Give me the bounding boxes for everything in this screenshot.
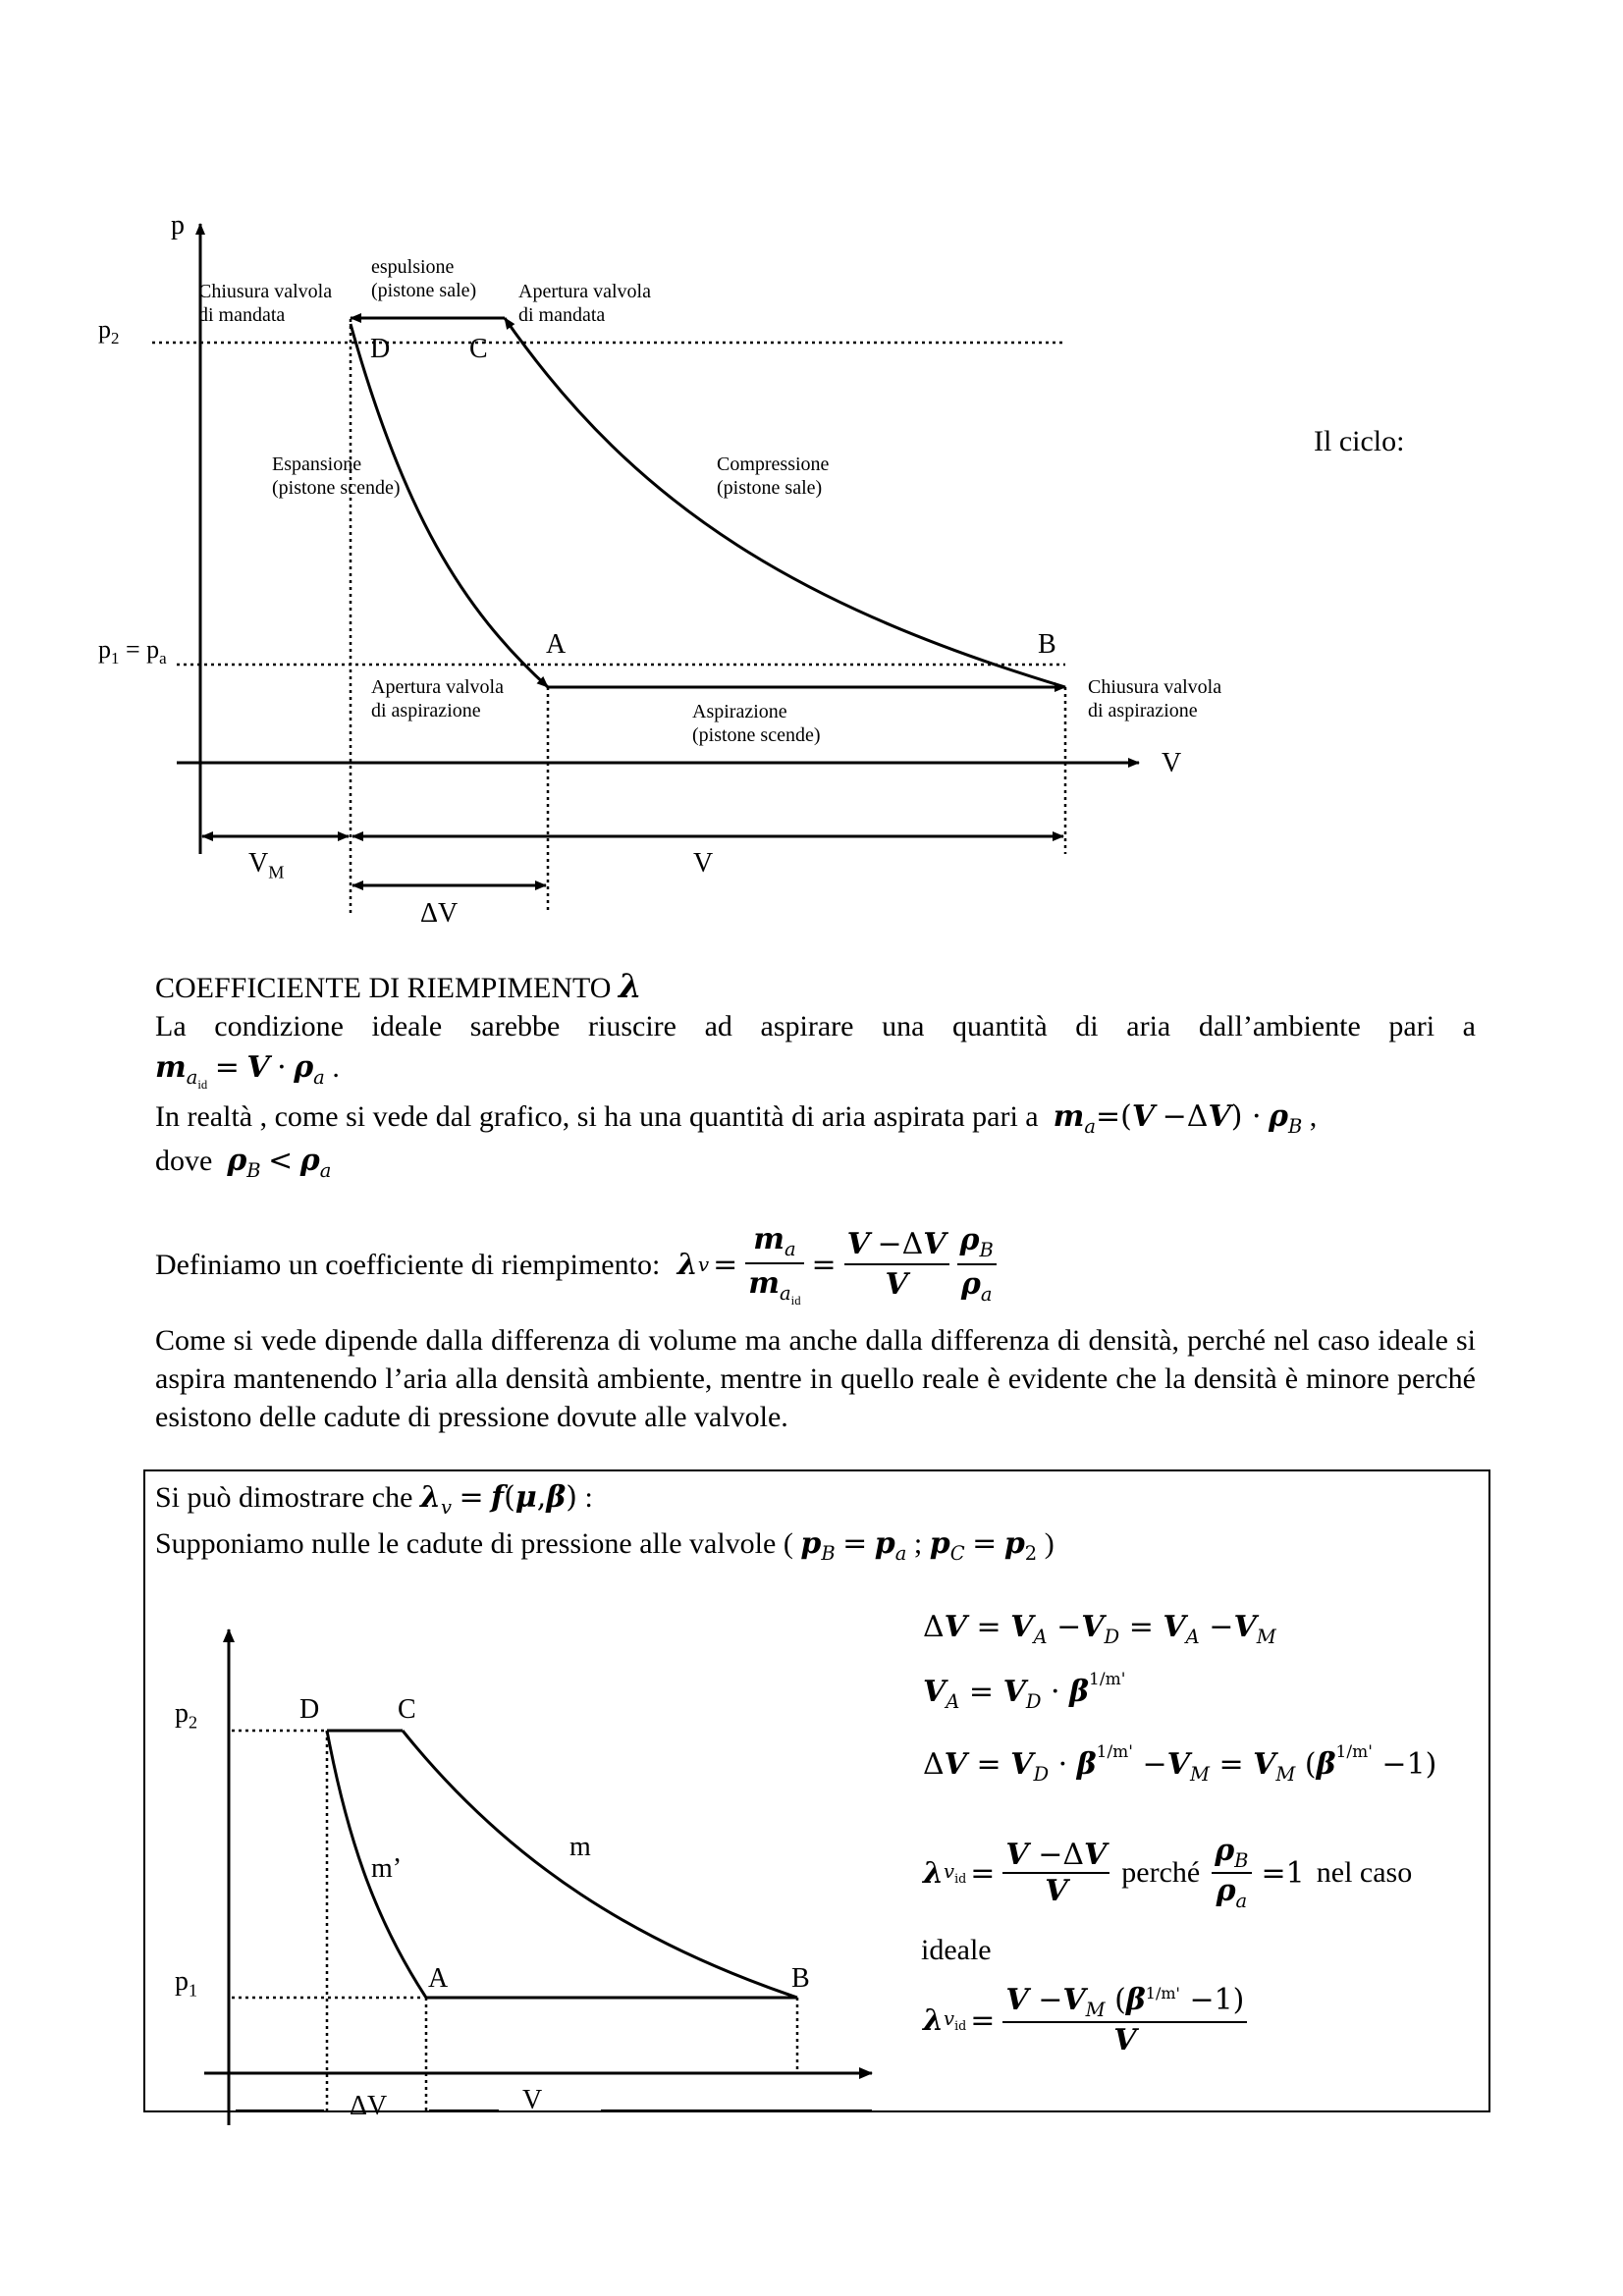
lambda-symbol: λ (618, 967, 642, 1006)
p1-label (98, 634, 167, 668)
point-b-label-2: B (791, 1963, 810, 1994)
box-line-1-text: Si può dimostrare che (155, 1481, 413, 1514)
note-line: Aspirazione (692, 701, 787, 722)
apertura-aspirazione-note (371, 675, 504, 722)
note-line: di mandata (198, 304, 286, 326)
point-b-label: B (1038, 629, 1056, 660)
box-line-2-text: Supponiamo nulle le cadute di pressione alle valvole ( (155, 1527, 793, 1560)
note-line: (pistone scende) (692, 724, 821, 746)
cycle-side-label: Il ciclo: (1314, 425, 1405, 457)
compression-curve-2 (403, 1731, 797, 1998)
section-title (155, 965, 642, 1008)
vm-text: V (248, 848, 269, 879)
note-line: Espansione (272, 454, 362, 475)
perche-text: perché (1121, 1856, 1201, 1889)
note-line: Compressione (717, 454, 830, 475)
espulsione-note (371, 255, 476, 302)
p1-sub: 1 (111, 649, 120, 668)
definition-lambda: Definiamo un coefficiente di riempimento: λ v = $\frac{m_a}{m_{a_{id}}}$ = $\frac{V -\Delta V}{V}$ $\frac{\rho_B}{\rho_a}$ (155, 1220, 1001, 1309)
p2-sub: 2 (111, 329, 120, 348)
box-line-2: Supponiamo nulle le cadute di pressione alle valvole ( $p_B = p_a$ ; $p_C = p_2$ ) (155, 1526, 1055, 1565)
nel-caso-text: nel caso (1316, 1856, 1413, 1889)
formula-lambda-vid-final: λ $v_{id}$ = $\frac{V -V_M (\beta^{1/m'} -1)}{V}$ (923, 1983, 1251, 2057)
expansion-curve (351, 324, 548, 687)
point-a-label-2: A (428, 1963, 449, 1994)
p2-text: p (98, 315, 111, 344)
p1-text: p (98, 635, 111, 664)
vm-dimension-label (248, 848, 284, 883)
axis-v-label: V (1162, 748, 1182, 778)
formula-m-aid: $m_{a_{id}} = V \cdot \rho_a$ . (155, 1050, 340, 1092)
vm-sub: M (268, 862, 285, 882)
espansione-note (272, 453, 401, 500)
dove-text: dove (155, 1145, 213, 1177)
point-a-label: A (546, 629, 567, 660)
compression-curve (505, 318, 1065, 687)
note-line: Chiusura valvola (1088, 676, 1222, 698)
point-c-label: C (469, 334, 488, 364)
p1-eq: = p (119, 635, 160, 664)
note-line: Chiusura valvola (198, 281, 333, 302)
box-line-2-close: ) (1044, 1527, 1055, 1560)
note-line: di aspirazione (371, 700, 481, 721)
paragraph-reality: In realtà , come si vede dal grafico, si ha una quantità di aria aspirata pari a $m_a=(V -\Delta V) \cdot \rho_B$ , (155, 1099, 1318, 1138)
p1-sub-2: 1 (189, 1980, 198, 2001)
formula-delta-v-expanded: $\Delta V = V_D \cdot \beta^{1/m'} -V_M = V_M$ $(\beta^{1/m'} -1)$ (923, 1742, 1437, 1786)
p1-sub-a: a (159, 649, 167, 668)
section-title-text: COEFFICIENTE DI RIEMPIMENTO (155, 972, 612, 1004)
dv-label-2: ΔV (350, 2091, 388, 2121)
aspirazione-note (692, 700, 821, 747)
apertura-mandata-note (518, 280, 651, 327)
note-line: Apertura valvola (518, 281, 651, 302)
point-d-label: D (370, 334, 391, 364)
definition-text: Definiamo un coefficiente di riempimento: (155, 1248, 661, 1281)
formula-delta-v: $\Delta V = V_A -V_D = V_A -V_M$ (923, 1610, 1276, 1648)
note-line: espulsione (371, 256, 455, 278)
point-c-label-2: C (398, 1694, 416, 1725)
paragraph-explanation: Come si vede dipende dalla differenza di volume ma anche dalla differenza di densità, perché nel caso ideale si aspira mantenendo l’aria alla densità ambiente, mentre in quello reale è evidente che la densità è minore perché esistono delle cadute di pressione dovute alle valvole. (155, 1324, 1476, 1433)
paragraph-ideal-condition: La condizione ideale sarebbe riuscire ad aspirare una quantità di aria dall’ambiente pari a (155, 1010, 1476, 1042)
curve-m-label: m (569, 1832, 591, 1862)
curve-m-prime-label: m’ (371, 1853, 403, 1884)
axis-p-label: p (171, 210, 185, 240)
p2-label-2 (175, 1698, 197, 1734)
chiusura-mandata-note (198, 280, 332, 327)
note-line: (pistone scende) (272, 477, 401, 499)
p2-sub-2: 2 (189, 1712, 198, 1733)
compressione-note (717, 453, 829, 500)
note-line: di aspirazione (1088, 700, 1198, 721)
dv-dimension-label: ΔV (420, 898, 459, 929)
pv-ideal-diagram (0, 1571, 982, 2160)
point-d-label-2: D (299, 1694, 320, 1725)
p2-text-2: p (175, 1698, 189, 1729)
paragraph-dove: dove $\rho_B < \rho_a$ (155, 1144, 332, 1182)
p2-label (98, 314, 119, 348)
p1-label-2 (175, 1966, 197, 2002)
ideale-text: ideale (921, 1934, 992, 1966)
v-label-2: V (522, 2085, 543, 2115)
p1-text-2: p (175, 1966, 189, 1997)
note-line: (pistone sale) (371, 280, 477, 301)
note-line: Apertura valvola (371, 676, 504, 698)
box-line-1: Si può dimostrare che $\lambda_v = f(\mu,\beta)$ : (155, 1480, 593, 1519)
note-line: (pistone sale) (717, 477, 823, 499)
reality-text: In realtà , come si vede dal grafico, si ha una quantità di aria aspirata pari a (155, 1100, 1039, 1133)
v-dimension-label: V (693, 848, 714, 879)
formula-va: $V_A = V_D \cdot \beta^{1/m'}$ (923, 1670, 1126, 1713)
formula-lambda-vid: λ $v_{id}$ = $\frac{V -\Delta V}{V}$ perché $\frac{\rho_B}{\rho_a}$ =1 nel caso (923, 1834, 1413, 1912)
chiusura-aspirazione-note (1088, 675, 1221, 722)
note-line: di mandata (518, 304, 606, 326)
